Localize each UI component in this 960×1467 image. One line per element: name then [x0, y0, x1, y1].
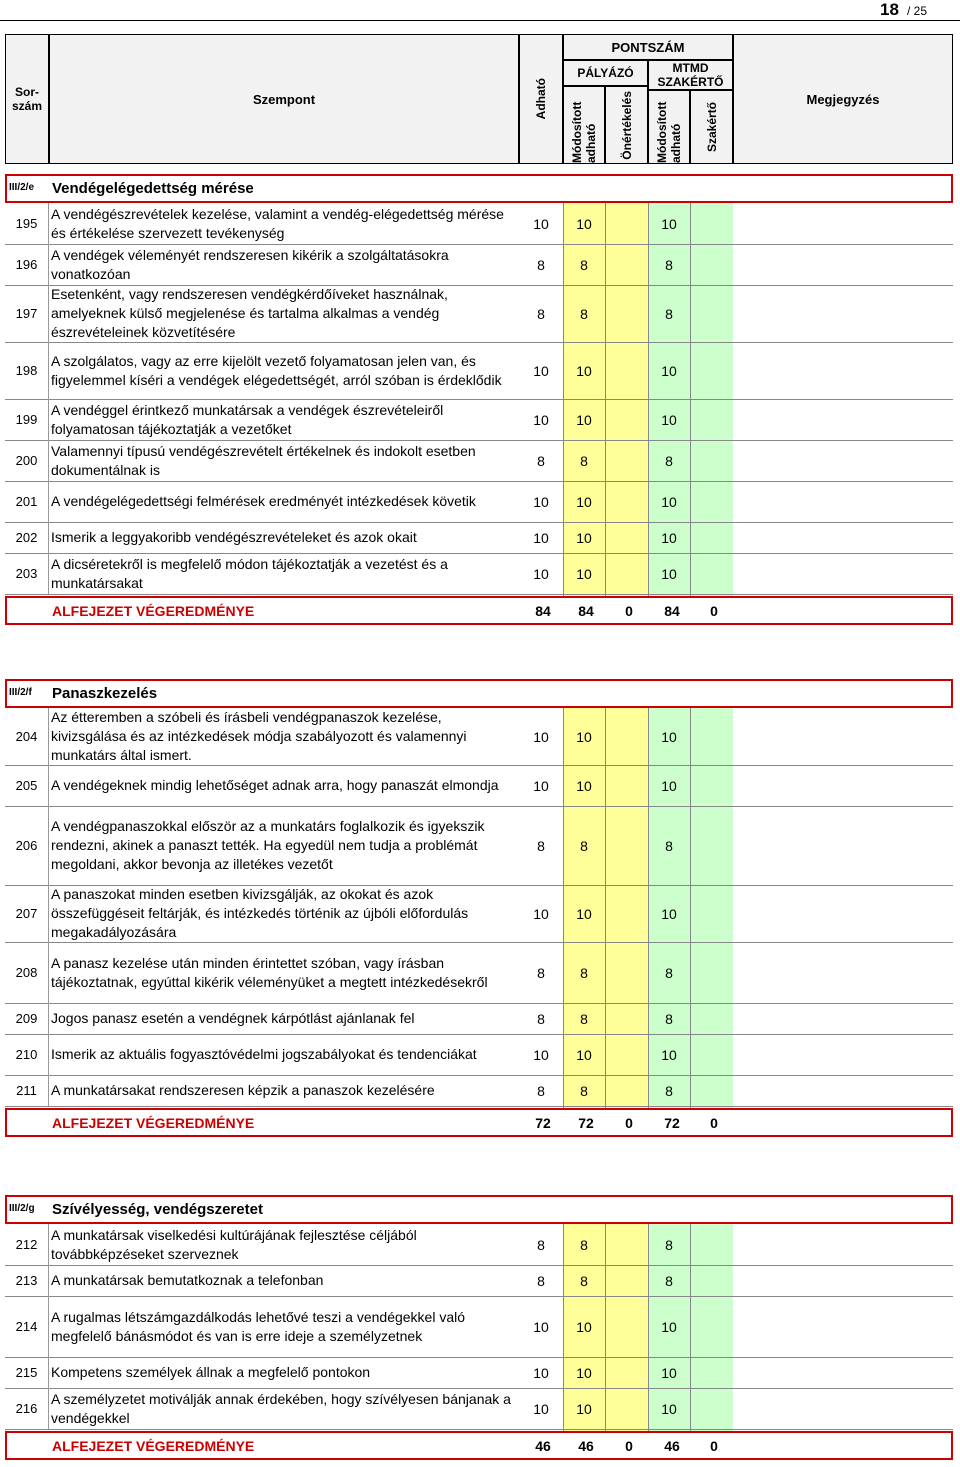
- expert-modified-max-score: 8: [665, 305, 673, 322]
- total-value: 46: [535, 1438, 551, 1454]
- modified-max-score: 10: [576, 1318, 592, 1335]
- row-text: Esetenként, vagy rendszeresen vendégkérdőíveket használnak, amelyeknek külső megjelenése és tartalma alkalmas a vendég észrevételeinek közvetítésére: [51, 286, 448, 340]
- expert-modified-max-score: 10: [661, 1364, 677, 1381]
- header-sorszam: Sor- szám: [5, 34, 49, 164]
- expert-modified-max-score: 8: [665, 964, 673, 981]
- table-row: [5, 285, 953, 342]
- row-number: 201: [5, 481, 49, 522]
- max-score: 10: [533, 215, 549, 232]
- modified-max-score: 8: [580, 1236, 588, 1253]
- row-text: A vendéggel érintkező munkatársak a vendégek észrevételeiről folyamatosan tájékoztatják a vezetőket: [51, 401, 444, 437]
- max-score: 8: [537, 452, 545, 469]
- max-score: 8: [537, 1236, 545, 1253]
- section-header: [5, 679, 953, 708]
- modified-max-score: 8: [580, 964, 588, 981]
- modified-max-score: 10: [576, 777, 592, 794]
- header-szakerto: Szakértő: [690, 90, 733, 164]
- row-number: 200: [5, 440, 49, 481]
- expert-modified-max-score: 10: [661, 905, 677, 922]
- max-score: 10: [533, 411, 549, 428]
- row-number: 212: [5, 1224, 49, 1265]
- row-number: 205: [5, 765, 49, 806]
- section-total: [5, 596, 953, 625]
- total-value: 46: [578, 1438, 594, 1454]
- table-row: [5, 942, 953, 1003]
- row-number: 209: [5, 1003, 49, 1034]
- page-total: / 25: [907, 4, 928, 18]
- header-pontszam: PONTSZÁM: [563, 34, 733, 60]
- table-row: [5, 481, 953, 522]
- row-text: A panaszokat minden esetben kivizsgálják, az okokat és azok összefüggéseit feltárják, és intézkedés történik az újbóli előfordulás megakadályozására: [51, 886, 469, 940]
- modified-max-score: 10: [576, 493, 592, 510]
- row-number: 211: [5, 1075, 49, 1106]
- expert-modified-max-score: 8: [665, 1236, 673, 1253]
- row-number: 197: [5, 285, 49, 342]
- section: [5, 174, 953, 625]
- modified-max-score: 10: [576, 1400, 592, 1417]
- row-text: Jogos panasz esetén a vendégnek kárpótlást ajánlanak fel: [51, 1010, 415, 1026]
- row-number: 208: [5, 942, 49, 1003]
- row-text: A munkatársak bemutatkoznak a telefonban: [51, 1272, 324, 1288]
- page-current: 18: [880, 0, 899, 19]
- modified-max-score: 8: [580, 452, 588, 469]
- modified-max-score: 10: [576, 905, 592, 922]
- max-score: 10: [533, 1318, 549, 1335]
- max-score: 8: [537, 837, 545, 854]
- row-number: 203: [5, 553, 49, 594]
- modified-max-score: 10: [576, 1046, 592, 1063]
- header-szempont: Szempont: [49, 34, 519, 164]
- modified-max-score: 10: [576, 362, 592, 379]
- row-divider: [5, 1429, 953, 1430]
- expert-modified-max-score: 10: [661, 1318, 677, 1335]
- max-score: 10: [533, 777, 549, 794]
- section-title: Szívélyesség, vendégszeretet: [52, 1201, 263, 1218]
- row-text: A szolgálatos, vagy az erre kijelölt vezető folyamatosan jelen van, és figyelemmel kíséri a vendégek elégedettségét, arról szóban is érdeklődik: [51, 352, 502, 388]
- row-text: Kompetens személyek állnak a megfelelő pontokon: [51, 1364, 371, 1380]
- max-score: 10: [533, 1046, 549, 1063]
- section-total: [5, 1108, 953, 1137]
- header-mtmd: MTMD SZAKÉRTŐ: [648, 60, 733, 90]
- header-palyazo: PÁLYÁZÓ: [563, 60, 648, 86]
- modified-max-score: 10: [576, 215, 592, 232]
- expert-modified-max-score: 8: [665, 452, 673, 469]
- table-row: [5, 203, 953, 244]
- row-number: 210: [5, 1034, 49, 1075]
- modified-max-score: 8: [580, 837, 588, 854]
- header-onertekeles: Önértékelés: [605, 86, 648, 164]
- total-value: 0: [710, 1438, 718, 1454]
- section-header: [5, 1195, 953, 1224]
- expert-modified-max-score: 10: [661, 777, 677, 794]
- total-value: 72: [664, 1115, 680, 1131]
- header-adhato: Adható: [519, 34, 563, 164]
- expert-modified-max-score: 10: [661, 215, 677, 232]
- expert-modified-max-score: 10: [661, 411, 677, 428]
- row-text: A munkatársak viselkedési kultúrájának fejlesztése céljából továbbképzéseket szerveznek: [51, 1226, 417, 1262]
- expert-modified-max-score: 10: [661, 493, 677, 510]
- row-number: 214: [5, 1296, 49, 1357]
- row-divider: [5, 1106, 953, 1107]
- total-value: 46: [664, 1438, 680, 1454]
- row-text: A személyzetet motiválják annak érdekében, hogy szívélyesen bánjanak a vendégekkel: [51, 1390, 511, 1426]
- table-row: [5, 708, 953, 765]
- table-row: [5, 1034, 953, 1075]
- row-number: 196: [5, 244, 49, 285]
- table-row: [5, 1357, 953, 1388]
- modified-max-score: 10: [576, 529, 592, 546]
- section: [5, 1195, 953, 1460]
- expert-modified-max-score: 10: [661, 1400, 677, 1417]
- row-number: 207: [5, 885, 49, 942]
- total-value: 72: [535, 1115, 551, 1131]
- expert-modified-max-score: 8: [665, 1010, 673, 1027]
- expert-modified-max-score: 10: [661, 362, 677, 379]
- total-value: 0: [710, 1115, 718, 1131]
- expert-modified-max-score: 10: [661, 565, 677, 582]
- row-divider: [5, 594, 953, 595]
- row-text: A vendégeknek mindig lehetőséget adnak arra, hogy panaszát elmondja: [51, 777, 499, 793]
- row-number: 213: [5, 1265, 49, 1296]
- max-score: 8: [537, 305, 545, 322]
- max-score: 8: [537, 256, 545, 273]
- row-text: Ismerik a leggyakoribb vendégészrevételeket és azok okait: [51, 529, 417, 545]
- table-row: [5, 1388, 953, 1429]
- row-text: A dicséretekről is megfelelő módon tájékoztatják a vezetést és a munkatársakat: [51, 555, 448, 591]
- total-value: 0: [625, 603, 633, 619]
- section-code: III/2/g: [9, 1203, 35, 1214]
- total-value: 84: [578, 603, 594, 619]
- row-number: 198: [5, 342, 49, 399]
- modified-max-score: 10: [576, 411, 592, 428]
- total-value: 72: [578, 1115, 594, 1131]
- section-title: Vendégelégedettség mérése: [52, 180, 254, 197]
- total-value: 84: [535, 603, 551, 619]
- row-text: A vendégek véleményét rendszeresen kikérik a szolgáltatásokra vonatkozóan: [51, 246, 449, 282]
- modified-max-score: 8: [580, 1272, 588, 1289]
- row-number: 216: [5, 1388, 49, 1429]
- modified-max-score: 10: [576, 1364, 592, 1381]
- expert-modified-max-score: 10: [661, 529, 677, 546]
- total-value: 84: [664, 603, 680, 619]
- row-text: A vendégpanaszokkal először az a munkatárs foglalkozik és igyekszik rendezni, akinek a panaszt tették. Ha egyedül nem tudja a problémát megoldani, akkor bevonja az illetékes vezetőt: [51, 818, 485, 872]
- row-text: Ismerik az aktuális fogyasztóvédelmi jogszabályokat és tendenciákat: [51, 1046, 477, 1062]
- table-row: [5, 885, 953, 942]
- section-header: [5, 174, 953, 203]
- row-text: A vendégelégedettségi felmérések eredményét intézkedések követik: [51, 493, 476, 509]
- table-row: [5, 553, 953, 594]
- max-score: 8: [537, 1272, 545, 1289]
- row-number: 204: [5, 708, 49, 765]
- section-code: III/2/e: [9, 182, 35, 193]
- header-megjegyzes: Megjegyzés: [733, 34, 953, 164]
- total-value: 0: [710, 603, 718, 619]
- table-row: [5, 342, 953, 399]
- max-score: 10: [533, 529, 549, 546]
- row-text: A panasz kezelése után minden érintettet szóban, vagy írásban tájékoztatnak, egyúttal kikérik véleményüket a megtett intézkedésekről: [51, 954, 488, 990]
- max-score: 10: [533, 1364, 549, 1381]
- max-score: 10: [533, 1400, 549, 1417]
- max-score: 10: [533, 728, 549, 745]
- modified-max-score: 8: [580, 1082, 588, 1099]
- table-row: [5, 1296, 953, 1357]
- modified-max-score: 8: [580, 1010, 588, 1027]
- total-value: 0: [625, 1115, 633, 1131]
- header-modositott-adhato: Módosított adható: [563, 86, 605, 164]
- expert-modified-max-score: 10: [661, 728, 677, 745]
- expert-modified-max-score: 8: [665, 256, 673, 273]
- total-value: 0: [625, 1438, 633, 1454]
- row-text: A munkatársakat rendszeresen képzik a panaszok kezelésére: [51, 1082, 435, 1098]
- row-number: 215: [5, 1357, 49, 1388]
- max-score: 10: [533, 362, 549, 379]
- table-row: [5, 1224, 953, 1265]
- table-row: [5, 806, 953, 885]
- section-title: Panaszkezelés: [52, 685, 158, 702]
- total-label: ALFEJEZET VÉGEREDMÉNYE: [52, 1115, 255, 1131]
- max-score: 8: [537, 1082, 545, 1099]
- table-row: [5, 765, 953, 806]
- section: [5, 679, 953, 1137]
- table-row: [5, 1075, 953, 1106]
- table-row: [5, 440, 953, 481]
- modified-max-score: 10: [576, 728, 592, 745]
- max-score: 10: [533, 565, 549, 582]
- header-modositott-adhato-2: Módosított adható: [648, 90, 690, 164]
- total-label: ALFEJEZET VÉGEREDMÉNYE: [52, 1438, 255, 1454]
- table-row: [5, 399, 953, 440]
- table-row: [5, 522, 953, 553]
- row-text: A vendégészrevételek kezelése, valamint a vendég-elégedettség mérése és értékelése szervezett tevékenység: [51, 205, 504, 241]
- total-label: ALFEJEZET VÉGEREDMÉNYE: [52, 603, 255, 619]
- table-row: [5, 1003, 953, 1034]
- max-score: 8: [537, 964, 545, 981]
- max-score: 10: [533, 493, 549, 510]
- modified-max-score: 10: [576, 565, 592, 582]
- row-text: Valamennyi típusú vendégészrevételt értékelnek és indokolt esetben dokumentálnak is: [51, 442, 476, 478]
- modified-max-score: 8: [580, 305, 588, 322]
- row-number: 195: [5, 203, 49, 244]
- table-header: [5, 34, 953, 164]
- row-number: 199: [5, 399, 49, 440]
- row-text: Az étteremben a szóbeli és írásbeli vendégpanaszok kezelése, kivizsgálása és az intézkedések módja szabályozott és valamennyi munkatárs által ismert.: [51, 709, 467, 763]
- section-total: [5, 1431, 953, 1460]
- row-text: A rugalmas létszámgazdálkodás lehetővé teszi a vendégekkel való megfelelő bánásmódot és van is erre ideje a személyzetnek: [51, 1308, 466, 1344]
- table-row: [5, 1265, 953, 1296]
- max-score: 8: [537, 1010, 545, 1027]
- expert-modified-max-score: 8: [665, 1082, 673, 1099]
- max-score: 10: [533, 905, 549, 922]
- expert-modified-max-score: 8: [665, 1272, 673, 1289]
- expert-modified-max-score: 10: [661, 1046, 677, 1063]
- table-row: [5, 244, 953, 285]
- row-number: 202: [5, 522, 49, 553]
- row-number: 206: [5, 806, 49, 885]
- page-number: [0, 0, 960, 21]
- expert-modified-max-score: 8: [665, 837, 673, 854]
- section-code: III/2/f: [9, 687, 32, 698]
- modified-max-score: 8: [580, 256, 588, 273]
